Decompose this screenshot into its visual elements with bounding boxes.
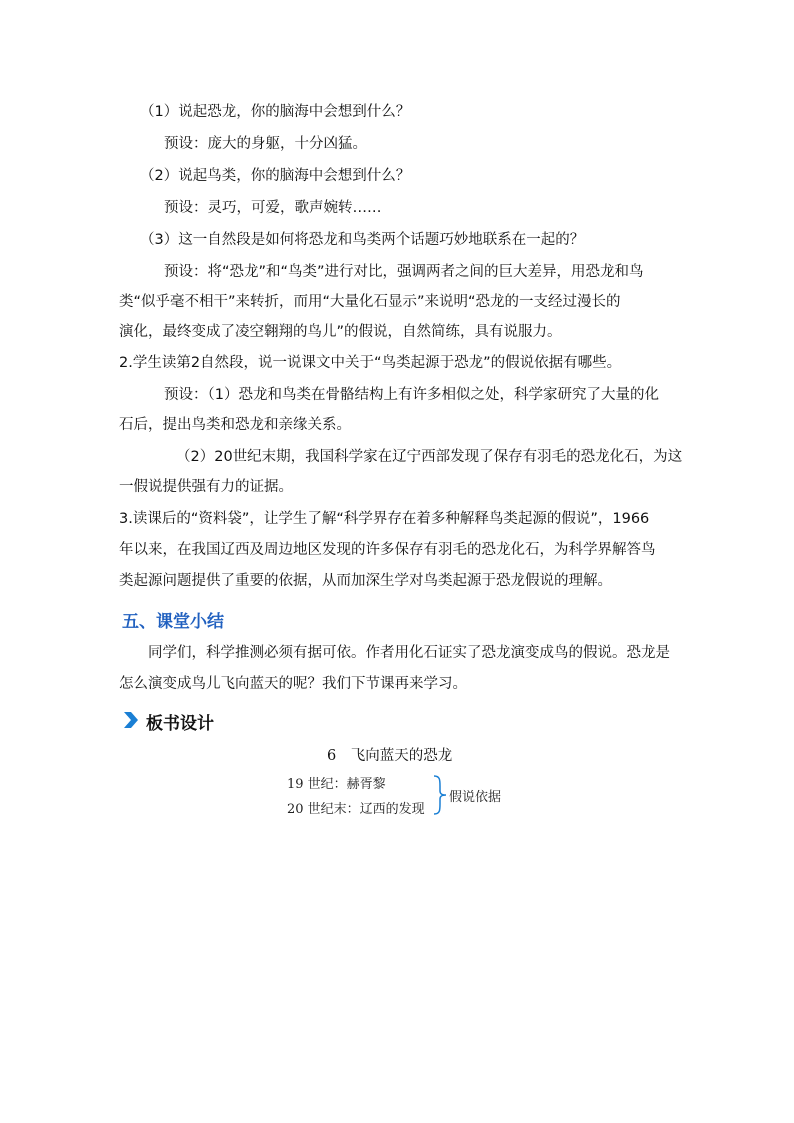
item-3-line-2: 年以来，在我国辽西及周边地区发现的许多保存有羽毛的恐龙化石，为科学界解答鸟 [119,542,656,558]
item-2-p1-line-2: 石后，提出鸟类和恐龙和亲缘关系。 [119,417,351,433]
item-2-text: 2.学生读第2自然段，说一说课文中关于“鸟类起源于恐龙”的假说依据有哪些。 [119,355,622,371]
answer-3-line-1: 预设：将“恐龙”和“鸟类”进行对比，强调两者之间的巨大差异，用恐龙和鸟 [164,264,644,280]
question-1: （1）说起恐龙，你的脑海中会想到什么？ [140,104,411,120]
item-3-line-1: 3.读课后的“资料袋”，让学生了解“科学界存在着多种解释鸟类起源的假说”，1966 [119,511,650,527]
answer-3-line-3: 演化，最终变成了凌空翱翔的鸟儿”的假说，自然简练，具有说服力。 [119,324,562,340]
chevron-right-icon [122,710,140,730]
answer-3-line-2: 类“似乎毫不相干”来转折，而用“大量化石显示”来说明“恐龙的一支经过漫长的 [119,294,621,310]
item-2-p1-line-1: 预设：（1）恐龙和鸟类在骨骼结构上有许多相似之处，科学家研究了大量的化 [164,387,659,403]
board-label: 假说依据 [449,790,502,805]
summary-heading: 五、课堂小结 [122,612,224,632]
item-3-line-3: 类起源问题提供了重要的依据，从而加深生学对鸟类起源于恐龙假说的理解。 [119,573,612,589]
summary-line-2: 怎么演变成鸟儿飞向蓝天的呢？我们下节课再来学习。 [119,676,467,692]
board-heading: 板书设计 [146,714,214,734]
curly-brace-icon [432,774,448,816]
question-3: （3）这一自然段是如何将恐龙和鸟类两个话题巧妙地联系在一起的？ [140,232,585,248]
board-item-2: 20 世纪末：辽西的发现 [287,802,425,817]
answer-1: 预设：庞大的身躯，十分凶猛。 [164,136,367,152]
answer-2: 预设：灵巧，可爱，歌声婉转…… [164,200,382,216]
summary-line-1: 同学们，科学推测必须有据可依。作者用化石证实了恐龙演变成鸟的假说。恐龙是 [148,645,670,661]
board-title: 6 飞向蓝天的恐龙 [327,748,453,764]
item-2-p2-line-2: 一假说提供强有力的证据。 [119,479,293,495]
item-2-p2-line-1: （2）20世纪末期，我国科学家在辽宁西部发现了保存有羽毛的恐龙化石，为这 [176,449,683,465]
board-item-1: 19 世纪：赫胥黎 [287,777,386,792]
question-2: （2）说起鸟类，你的脑海中会想到什么？ [140,168,411,184]
